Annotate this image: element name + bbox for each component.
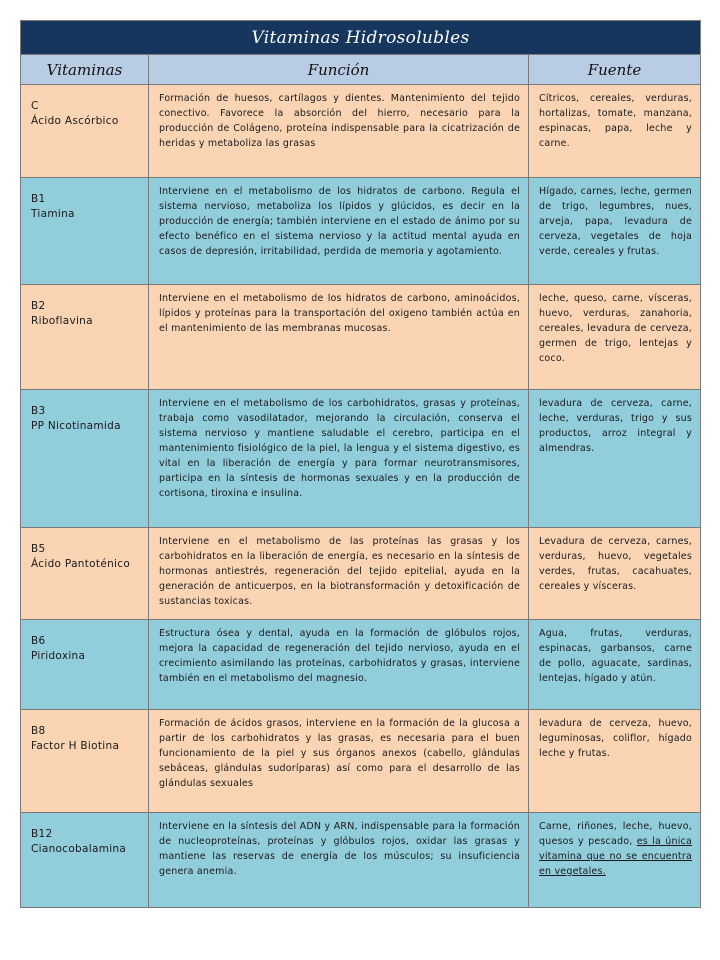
vitamin-source-cell <box>529 813 701 908</box>
vitamin-function: Interviene en el metabolismo de los carbohidratos, grasas y proteínas, trabaja como vasodilatador, mejorando la circulación, conserva el sistema nervioso y mantiene saludable el cerebro, participa en el mantenimiento fisiológico de la piel, la lengua y el sistema digestivo, es vital en la liberación de energía y para formar neurotransmisores, participa en la síntesis de hormonas sexuales y en la producción de cortisona, tiroxina e insulina. <box>149 390 529 528</box>
vitamin-code: B12 <box>31 828 53 840</box>
vitamin-source: levadura de cerveza, huevo, leguminosas, coliflor, hígado leche y frutas. <box>529 710 701 813</box>
vitamin-code: B1 <box>31 193 46 205</box>
vitamin-name-cell <box>21 710 149 813</box>
table-row <box>21 620 701 710</box>
vitamin-function: Interviene en el metabolismo de los hidratos de carbono. Regula el sistema nervioso, metaboliza los lípidos y glúcidos, es decir en la producción de energía; también interviene en el estado de ánimo por su efecto benéfico en el sistema nervioso y la actitud mental ayuda en casos de depresión, irritabilidad, perdida de memoria y agotamiento. <box>149 178 529 285</box>
vitamin-source: Cítricos, cereales, verduras, hortalizas, tomate, manzana, espinacas, papa, leche y carne. <box>529 85 701 178</box>
vitamin-function: Formación de ácidos grasos, interviene en la formación de la glucosa a partir de los carbohidratos y las grasas, es necesaria para el buen funcionamiento de la piel y sus órganos anexos (cabello, glándulas sebáceas, glándulas sudoríparas) así como para el desarrollo de las glándulas sexuales <box>149 710 529 813</box>
table-row <box>21 390 701 528</box>
vitamin-source: Carne, riñones, leche, huevo, quesos y pescado, <box>539 821 692 847</box>
table-row <box>21 528 701 620</box>
table-row <box>21 285 701 390</box>
vitamin-code: B8 <box>31 725 46 737</box>
vitamin-function: Interviene en el metabolismo de las proteínas las grasas y los carbohidratos en la liberación de energía, es necesario en la síntesis de hormonas antiestrés, regeneración del tejido epitelial, ayuda en la generación de anticuerpos, en la biotransformación y detoxificación de sustancias toxicas. <box>149 528 529 620</box>
vitamin-name-cell <box>21 813 149 908</box>
vitamin-name: Riboflavina <box>31 315 93 327</box>
vitamin-name-cell <box>21 285 149 390</box>
table-row <box>21 85 701 178</box>
vitamin-name: Ácido Pantoténico <box>31 558 131 570</box>
vitamin-name-cell <box>21 390 149 528</box>
vitamin-source: Levadura de cerveza, carnes, verduras, huevo, vegetales verdes, frutas, cacahuates, cereales y vísceras. <box>529 528 701 620</box>
vitamin-name: Factor H Biotina <box>31 740 120 752</box>
vitamin-name: Cianocobalamina <box>31 843 127 855</box>
vitamin-function: Interviene en la síntesis del ADN y ARN, indispensable para la formación de nucleoproteínas, proteínas y glóbulos rojos, oxidar las grasas y mantiene las reservas de energía de los músculos; su insuficiencia genera anemia. <box>149 813 529 908</box>
header-fuente: Fuente <box>529 55 701 85</box>
vitamin-function: Estructura ósea y dental, ayuda en la formación de glóbulos rojos, mejora la capacidad de regeneración del tejido nervioso, ayuda en el crecimiento asimilando las proteínas, carbohidratos y grasas, interviene también en el metabolismo del magnesio. <box>149 620 529 710</box>
vitamin-code: B5 <box>31 543 46 555</box>
vitamins-table <box>20 20 701 908</box>
vitamin-function: Interviene en el metabolismo de los hidratos de carbono, aminoácidos, lípidos y proteínas para la transportación del oxigeno también actúa en el mantenimiento de las membranas mucosas. <box>149 285 529 390</box>
vitamin-name: Ácido Ascórbico <box>31 115 119 127</box>
vitamin-source: levadura de cerveza, carne, leche, verduras, trigo y sus productos, arroz integral y almendras. <box>529 390 701 528</box>
vitamin-source: Agua, frutas, verduras, espinacas, garbansos, carne de pollo, aguacate, sardinas, lentejas, hígado y atún. <box>529 620 701 710</box>
table-row <box>21 710 701 813</box>
vitamin-name: PP Nicotinamida <box>31 420 121 432</box>
table-row <box>21 178 701 285</box>
vitamin-source: leche, queso, carne, vísceras, huevo, verduras, zanahoria, cereales, levadura de cerveza, germen de trigo, lentejas y coco. <box>529 285 701 390</box>
table-row <box>21 813 701 908</box>
title-row <box>21 21 701 55</box>
vitamin-name-cell <box>21 620 149 710</box>
vitamin-name-cell <box>21 85 149 178</box>
vitamin-name-cell <box>21 528 149 620</box>
vitamin-name-cell <box>21 178 149 285</box>
header-row <box>21 55 701 85</box>
header-funcion: Función <box>149 55 529 85</box>
header-vitaminas: Vitaminas <box>21 55 149 85</box>
vitamin-source: Hígado, carnes, leche, germen de trigo, legumbres, nues, arveja, papa, levadura de cerveza, vegetales de hoja verde, cereales y frutas. <box>529 178 701 285</box>
vitamin-function: Formación de huesos, cartílagos y dientes. Mantenimiento del tejido conectivo. Favorece la absorción del hierro, necesario para la producción de Colágeno, proteína indispensable para la cicatrización de heridas y metaboliza las grasas <box>149 85 529 178</box>
vitamin-name: Piridoxina <box>31 650 86 662</box>
vitamin-code: B2 <box>31 300 46 312</box>
vitamin-name: Tiamina <box>31 208 75 220</box>
vitamin-code: B3 <box>31 405 46 417</box>
vitamin-source-note: es la única vitamina que no se encuentra en vegetales. <box>539 836 692 877</box>
vitamin-code: C <box>31 100 39 112</box>
vitamin-code: B6 <box>31 635 46 647</box>
table-title: Vitaminas Hidrosolubles <box>21 21 701 55</box>
